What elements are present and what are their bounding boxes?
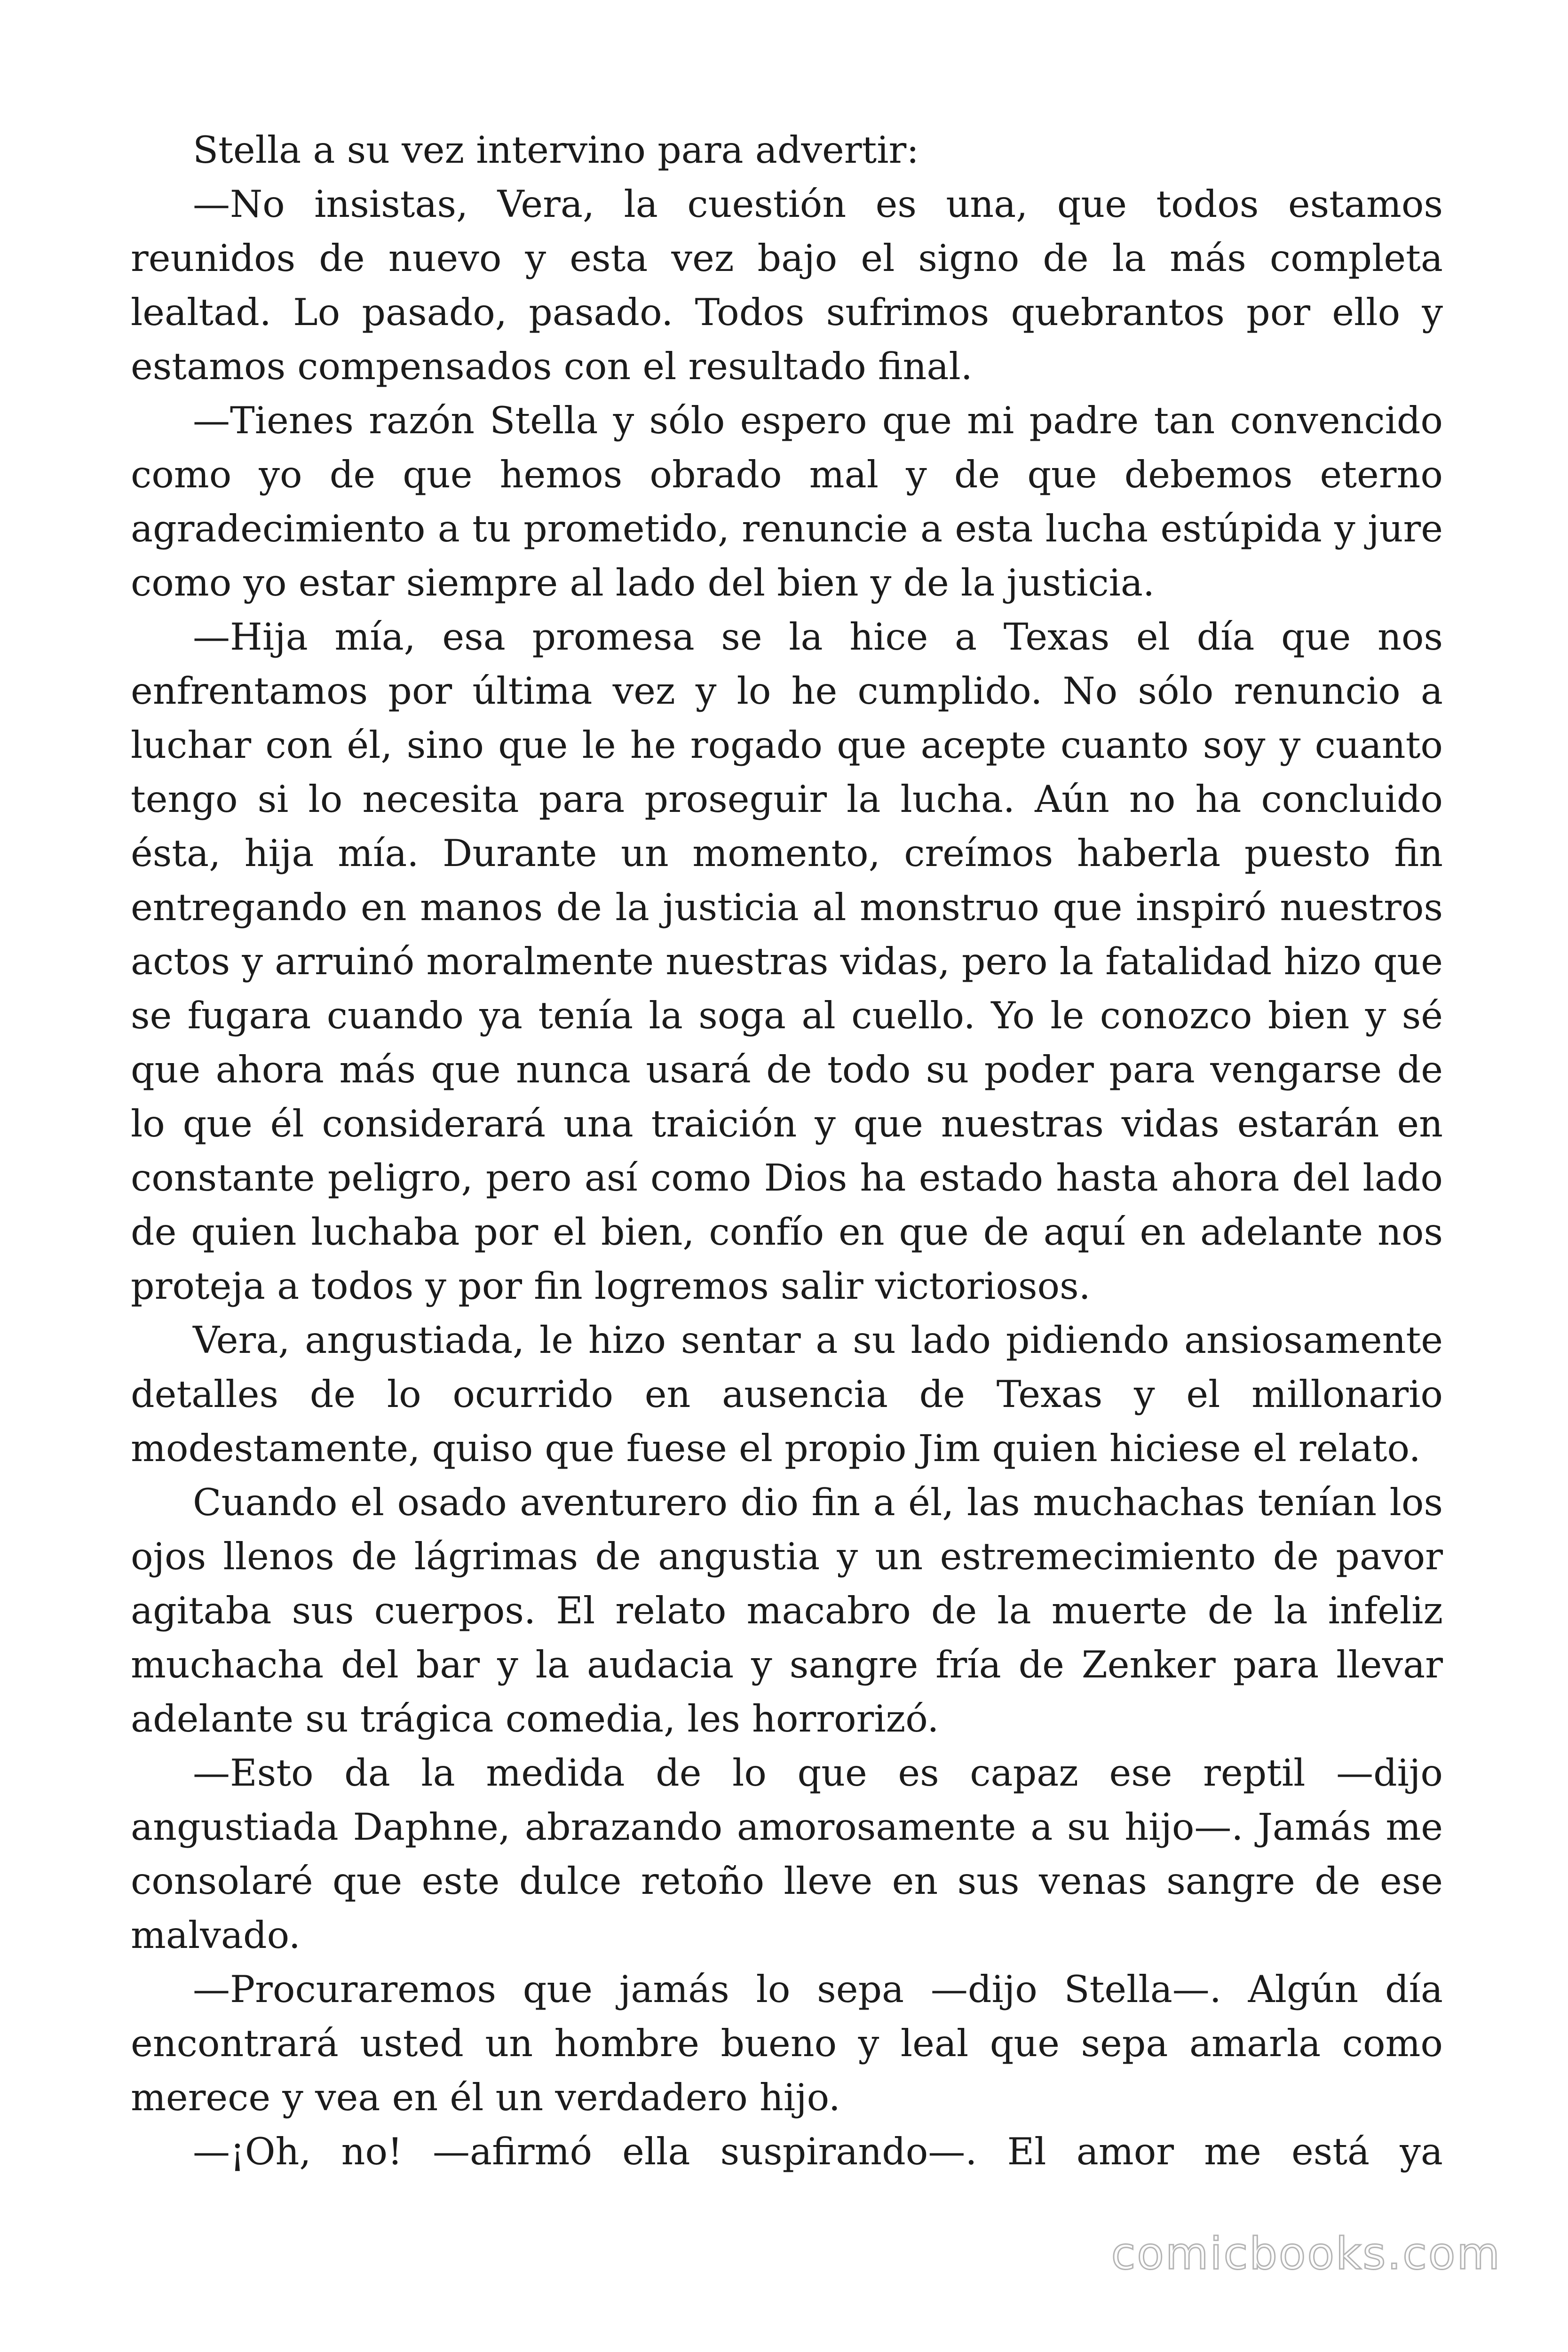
paragraph: —Procuraremos que jamás lo sepa —dijo Stella—. Algún día encontrará usted un hombre bueno y leal que sepa amarla como merece y vea en él un verdadero hijo. [131, 1968, 1443, 2119]
paragraph: —Esto da la medida de lo que es capaz ese reptil —dijo angustiada Daphne, abrazando amorosamente a su hijo—. Jamás me consolaré que este dulce retoño lleve en sus venas sangre de ese malvado. [131, 1751, 1443, 1957]
paragraph: Vera, angustiada, le hizo sentar a su lado pidiendo ansiosamente detalles de lo ocurrido en ausencia de Texas y el millonario modestamente, quiso que fuese el propio Jim quien hiciese el relato. [131, 1319, 1443, 1470]
paragraph: —¡Oh, no! —afirmó ella suspirando—. El amor me está ya [193, 2130, 1443, 2173]
paragraph: —Hija mía, esa promesa se la hice a Texas el día que nos enfrentamos por última vez y lo he cumplido. No sólo renuncio a luchar con él, sino que le he rogado que acepte cuanto soy y cuanto tengo si lo necesita para proseguir la lucha. Aún no ha concluido ésta, hija mía. Durante un momento, creímos haberla puesto fin entregando en manos de la justicia al monstruo que inspiró nuestros actos y arruinó moralmente nuestras vidas, pero la fatalidad hizo que se fugara cuando ya tenía la soga al cuello. Yo le conozco bien y sé que ahora más que nunca usará de todo su poder para vengarse de lo que él considerará una traición y que nuestras vidas estarán en constante peligro, pero así como Dios ha estado hasta ahora del lado de quien luchaba por el bien, confío en que de aquí en adelante nos proteja a todos y por fin logremos salir victoriosos. [131, 615, 1443, 1308]
paragraph: —No insistas, Vera, la cuestión es una, que todos estamos reunidos de nuevo y esta vez bajo el signo de la más completa lealtad. Lo pasado, pasado. Todos sufrimos quebrantos por ello y estamos compensados con el resultado final. [131, 183, 1443, 388]
book-page-text [131, 123, 1443, 2179]
watermark: comicbooks.com [1111, 2228, 1501, 2280]
paragraph: Stella a su vez intervino para advertir: [193, 128, 919, 172]
paragraph: —Tienes razón Stella y sólo espero que mi padre tan convencido como yo de que hemos obrado mal y de que debemos eterno agradecimiento a tu prometido, renuncie a esta lucha estúpida y jure como yo estar siempre al lado del bien y de la justicia. [131, 399, 1443, 604]
paragraph: Cuando el osado aventurero dio fin a él, las muchachas tenían los ojos llenos de lágrimas de angustia y un estremecimiento de pavor agitaba sus cuerpos. El relato macabro de la muerte de la infeliz muchacha del bar y la audacia y sangre fría de Zenker para llevar adelante su trágica comedia, les horrorizó. [131, 1481, 1443, 1740]
